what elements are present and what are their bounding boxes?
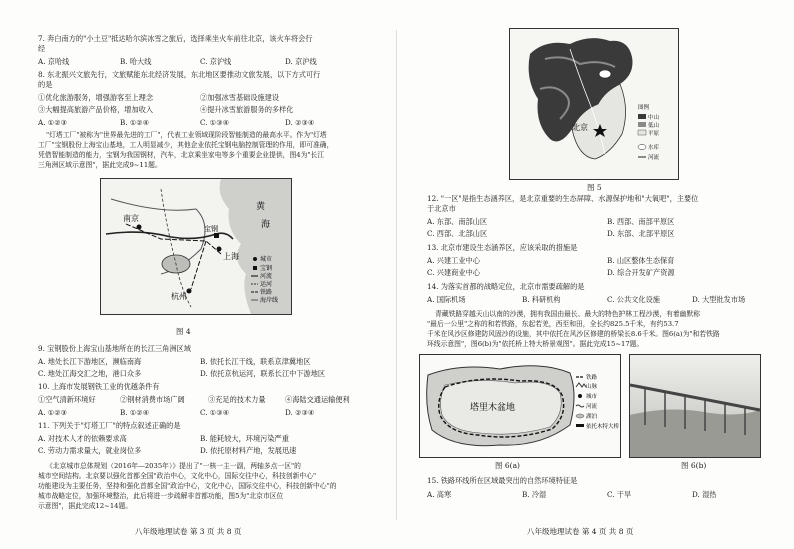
q12-option-a[interactable]: A. 东部、南部山区 <box>427 217 488 226</box>
q7-option-d[interactable]: D. 京沪线 <box>285 57 317 66</box>
passage3-line3: 千米在风沙区修建防风固沙的设施，其中依托在风沙区修建的桥梁长8.6千米。图6(a)为"和若铁路 <box>427 330 720 338</box>
map-label-hai: 海 <box>261 220 271 230</box>
passage2-line2: 城市空间结构。北京要以强化首都全国"政治中心，文化中心，国际交往中心，科技创新中心" <box>38 472 317 480</box>
fig6a-legend-mountain: 山脉 <box>586 384 598 390</box>
map-label-hangzhou: 杭州 <box>171 292 187 301</box>
q14-option-b[interactable]: B. 科研机构 <box>522 295 561 304</box>
bridge-landscape-photo <box>630 355 760 457</box>
legend-coastline: 海岸线 <box>260 297 279 304</box>
figure-5-map <box>509 28 679 180</box>
beijing-location-map <box>510 29 678 179</box>
fig5-legend-river: 河流 <box>648 155 660 161</box>
q11-option-a[interactable]: A. 对技术人才的依赖要求高 <box>38 434 127 443</box>
q10-item-1: ①空气清新环境好 <box>38 395 96 404</box>
q13-option-a[interactable]: A. 兴建工业中心 <box>427 256 480 265</box>
q10-item-4: ④海陆交通运输便利 <box>285 395 350 404</box>
passage1-line3: 凭借智能制造的能力，宝钢为我国钢材，汽车，北京乘坐家电等多个重要企业提供，图4为"长江 <box>38 151 325 159</box>
q10-option-a[interactable]: A. ①②③ <box>38 408 68 417</box>
q12-option-c[interactable]: C. 西部、北部山区 <box>427 229 488 238</box>
legend-city: 城市 <box>260 256 273 263</box>
passage1-line4: 三角洲区域示意图"，据此完成9~11题。 <box>38 161 162 169</box>
figure-6b-caption: 图 6(b) <box>681 461 707 470</box>
q15-option-a[interactable]: A. 高寒 <box>427 490 452 499</box>
q13-stem: 13. 北京市建设生态涵养区，应该采取的措施是 <box>427 243 578 252</box>
q13-option-b[interactable]: B. 山区整体生态保育 <box>607 256 675 265</box>
q8-option-c[interactable]: C. ①③④ <box>200 118 230 127</box>
q13-option-c[interactable]: C. 兴建商业中心 <box>427 268 480 277</box>
q8-option-d[interactable]: D. ②③④ <box>285 118 315 127</box>
q8-stem-line1: 8. 东北振兴文旅先行，文旅赋能东北经济发展，东北地区要推动文旅发展，以下方式可行 <box>38 70 321 79</box>
right-page <box>397 0 794 549</box>
map-label-huang: 黄 <box>256 202 266 212</box>
q15-stem: 15. 铁路环线所在区域最突出的自然环境特征是 <box>427 476 578 485</box>
q7-option-b[interactable]: B. 哈大线 <box>120 57 152 66</box>
q10-item-3: ③充足的技术力量 <box>208 395 266 404</box>
map-label-beijing: 北京 <box>572 123 588 132</box>
q11-option-c[interactable]: C. 劳动力需求量大，就业岗位多 <box>38 446 142 455</box>
map-label-tarim-basin: 塔里木盆地 <box>470 403 516 413</box>
fig6a-legend-river: 河流 <box>586 404 598 410</box>
fig5-legend-title: 图例 <box>638 105 650 111</box>
fig5-legend-plain: 平原 <box>648 131 660 137</box>
q7-stem-line2: 经 <box>38 44 46 53</box>
q7-stem-line1: 7. 奔白南方的"小土豆"抵达哈尔滨冰雪之旅后，选择乘坐火车前往北京，该火车将会行 <box>38 34 313 43</box>
legend-baogang: 宝钢 <box>260 265 273 272</box>
passage2-line4: 城市战略定位，加强环境整治，此后将进一步疏解非首都功能，图5为"北京市区位 <box>38 492 284 500</box>
q12-option-d[interactable]: D. 东部、北部平原区 <box>607 229 675 238</box>
q7-option-c[interactable]: C. 京沪线 <box>200 57 232 66</box>
left-page-footer: 八年级地理试卷 第 3 页 共 8 页 <box>135 527 242 536</box>
q12-stem-line2: 于北京市 <box>427 204 456 213</box>
fig5-legend-mid-mountain: 中山 <box>648 115 660 121</box>
q15-option-d[interactable]: D. 湿热 <box>692 490 717 499</box>
q9-option-b[interactable]: B. 依托长江干线，联系京津冀地区 <box>200 357 311 366</box>
passage2-line3: 功能建设为主要任务，坚持和强化首都全国"政治中心，文化中心，国际交往中心，科技创新中心"的 <box>38 482 337 490</box>
figure-4-map <box>100 178 292 315</box>
q8-option-a[interactable]: A. ①②③ <box>38 118 68 127</box>
fig6a-legend-railway: 铁路 <box>586 375 598 381</box>
q10-option-d[interactable]: D. ②③④ <box>285 408 315 417</box>
q8-item-3: ③大幅提高旅游产品价格，增加收入 <box>38 105 154 114</box>
figure-6a-map <box>419 354 621 458</box>
fig6a-legend-bridge: 依托木特大桥 <box>586 424 620 430</box>
q9-option-a[interactable]: A. 地处长江下游地区，濒临南海 <box>38 357 142 366</box>
map-label-shanghai: 上海 <box>223 252 239 261</box>
q12-option-b[interactable]: B. 西部、南部平原区 <box>607 217 675 226</box>
q11-option-d[interactable]: D. 依托原材料产地，发展迅速 <box>200 446 297 455</box>
passage2-line5: 示意图"，据此完成12~14题。 <box>38 502 133 510</box>
hotan-ruoqiang-railway-map <box>420 355 620 457</box>
fig5-legend-low-mountain: 低山 <box>648 123 660 129</box>
yangtze-delta-map <box>101 179 291 314</box>
q15-option-b[interactable]: B. 冷湿 <box>522 490 547 499</box>
figure-6a-caption: 图 6(a) <box>495 461 520 470</box>
q8-stem-line2: 的是 <box>38 80 53 89</box>
figure-4-caption: 图 4 <box>176 327 191 336</box>
q9-option-c[interactable]: C. 地处江海交汇之地，港口众多 <box>38 369 142 378</box>
fig5-legend-reservoir: 水库 <box>648 145 660 151</box>
q14-option-c[interactable]: C. 公共文化设施 <box>607 295 660 304</box>
fig6a-legend-city: 城市 <box>586 394 598 400</box>
legend-river: 河流 <box>260 273 273 280</box>
fig6a-legend-lake: 湖泊 <box>586 414 598 420</box>
passage1-line1: "灯塔工厂"被称为"世界最先进的工厂"，代表工业领域现阶段智能制造的最高水平。作为"灯塔 <box>46 131 327 139</box>
q14-stem: 14. 为落实首都的战略定位，北京市需要疏解的是 <box>427 282 585 291</box>
legend-railway: 铁路 <box>260 289 273 296</box>
q8-item-1: ①优化旅游服务，增强游客至上理念 <box>38 93 154 102</box>
passage3-line2: "最后一公里"之称的和若铁路，东起若羌，西至和田，全长约825.5千米，有约53.7 <box>427 320 679 328</box>
q9-stem: 9. 宝钢股份上海宝山基地所在的长江三角洲区域 <box>38 344 191 353</box>
figure-5-caption: 图 5 <box>587 183 602 192</box>
passage3-line1: 青藏铁路穿越天山以南的沙漠，拥有我国由最长、最大的特色护林工程沙漠，有着幽默称 <box>435 310 701 318</box>
q15-option-c[interactable]: C. 干旱 <box>607 490 632 499</box>
figure-6b-photo <box>629 354 761 458</box>
q11-stem: 11. 下列关于"灯塔工厂"的特点叙述正确的是 <box>38 421 181 430</box>
map-label-baogang: 宝钢 <box>204 225 218 233</box>
q12-stem-line1: 12. "一区"是指生态涵养区，是北京重要的生态屏障、水源保护地和"大氧吧"，主要位 <box>427 194 699 203</box>
passage2-line1: 《北京城市总体规划（2016年—2035年）》提出了"一核一主一副，两轴多点一区"的 <box>46 462 301 470</box>
q13-option-d[interactable]: D. 综合开发矿产资源 <box>607 268 675 277</box>
q7-option-a[interactable]: A. 京哈线 <box>38 57 70 66</box>
map-label-nanjing: 南京 <box>123 214 139 223</box>
passage1-line2: 工厂"宝钢股份上海宝山基地，工人明显减少，其他企业依托宝钢电脑控制管理的作用，即可准确， <box>38 141 334 149</box>
q14-option-a[interactable]: A. 国际机场 <box>427 295 466 304</box>
q9-option-d[interactable]: D. 依托京杭运河，联系长江中下游地区 <box>200 369 326 378</box>
q8-item-4: ④提升冰雪旅游服务的多样化 <box>200 105 294 114</box>
passage3-line4: 环线示意图"，图6(b)为"依托桥上特大桥景观图"。据此完成15~17题。 <box>427 340 644 348</box>
right-page-footer: 八年级地理试卷 第 4 页 共 8 页 <box>527 527 634 536</box>
legend-canal: 运河 <box>260 281 273 288</box>
q10-option-c[interactable]: C. ①③④ <box>200 408 230 417</box>
q11-option-b[interactable]: B. 能耗较大，环境污染严重 <box>200 434 289 443</box>
q10-stem: 10. 上海市发展钢铁工业的优越条件有 <box>38 382 160 391</box>
q8-option-b[interactable]: B. ①②④ <box>120 118 150 127</box>
q14-option-d[interactable]: D. 大型批发市场 <box>692 295 746 304</box>
q10-option-b[interactable]: B. ①②④ <box>120 408 150 417</box>
q10-item-2: ②钢材消费市场广阔 <box>120 395 185 404</box>
q8-item-2: ②加强冰雪基础设施建设 <box>200 93 280 102</box>
